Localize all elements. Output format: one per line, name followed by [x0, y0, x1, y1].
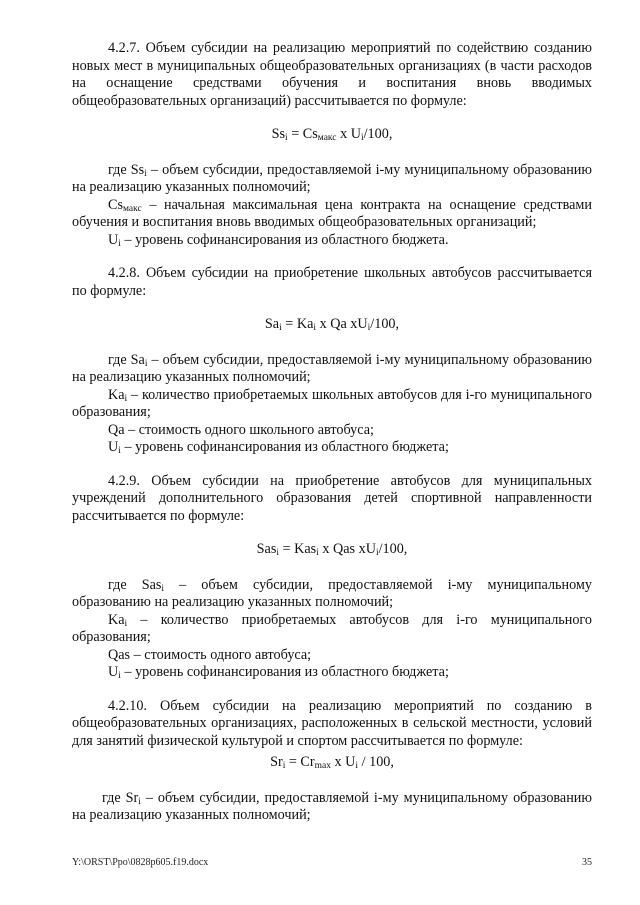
where-item: $Cs_{макс}$ – начальная максимальная цена контракта на оснащение средствами обучения и воспитания вновь вводимых общеобразовательных организаций;: [72, 196, 592, 230]
file-path: Y:\ORST\Ppo\0828p605.f19.docx: [72, 857, 209, 868]
formula-4-2-10: $Sr_i = Cr_{max}$ x $U_i / 100$,: [270, 754, 394, 771]
where-item: где $Sr_i$ – объем субсидии, предоставляемой i-му муниципальному образованию на реализацию указанных полномочий;: [72, 789, 593, 823]
where-item: $Ka_i$ – количество приобретаемых школьных автобусов для i-го муниципального образования;: [72, 386, 592, 420]
section-4-2-7-intro: 4.2.7. Объем субсидии на реализацию мероприятий по содействию созданию новых мест в муниципальных общеобразовательных организациях (в части расходов на оснащение средствами обучения и воспитания вновь вводимых общеобразовательных организаций) рассчитывается по формуле:: [72, 40, 592, 109]
where-item: где $Ss_i$ – объем субсидии, предоставляемой i-му муниципальному образованию на реализацию указанных полномочий;: [72, 161, 592, 195]
page-number: 35: [582, 857, 592, 868]
formula-4-2-9: Sas$_i$ = Kas$_i$ x Qas $xU_i/100$,: [256, 541, 408, 558]
formula-4-2-8: $Sa_i = Ka_i$ x Qa $xU_i/100$,: [264, 316, 400, 333]
where-item: $U_i$ – уровень софинансирования из областного бюджета.: [108, 231, 449, 249]
where-item: Qa – стоимость одного школьного автобуса;: [108, 421, 374, 438]
where-item: $U_i$ – уровень софинансирования из областного бюджета;: [108, 664, 449, 681]
formula-4-2-7: $Ss_i = Cs_{макс}$ x $U_i/100$,: [271, 126, 393, 143]
where-item: $U_i$ – уровень софинансирования из областного бюджета;: [108, 439, 449, 456]
where-item: где Sas$_i$ – объем субсидии, предоставляемой i-му муниципальному образованию на реализацию указанных полномочий;: [72, 576, 592, 610]
document-page: [72, 40, 592, 825]
where-item: Qas – стоимость одного автобуса;: [108, 646, 312, 663]
section-4-2-8-intro: 4.2.8. Объем субсидии на приобретение школьных автобусов рассчитывается по формуле:: [72, 265, 592, 299]
section-4-2-9-intro: 4.2.9. Объем субсидии на приобретение автобусов для муниципальных учреждений дополнительного образования детей спортивной направленности рассчитывается по формуле:: [72, 472, 592, 524]
where-item: где $Sa_i$ – объем субсидии, предоставляемой i-му муниципальному образованию на реализацию указанных полномочий;: [72, 351, 592, 385]
section-4-2-10-intro: 4.2.10. Объем субсидии на реализацию мероприятий по созданию в общеобразовательных организациях, расположенных в сельской местности, условий для занятий физической культурой и спортом рассчитывается по формуле:: [72, 697, 592, 749]
where-item: $Ka_i$ – количество приобретаемых автобусов для i-го муниципального образования;: [72, 611, 592, 645]
